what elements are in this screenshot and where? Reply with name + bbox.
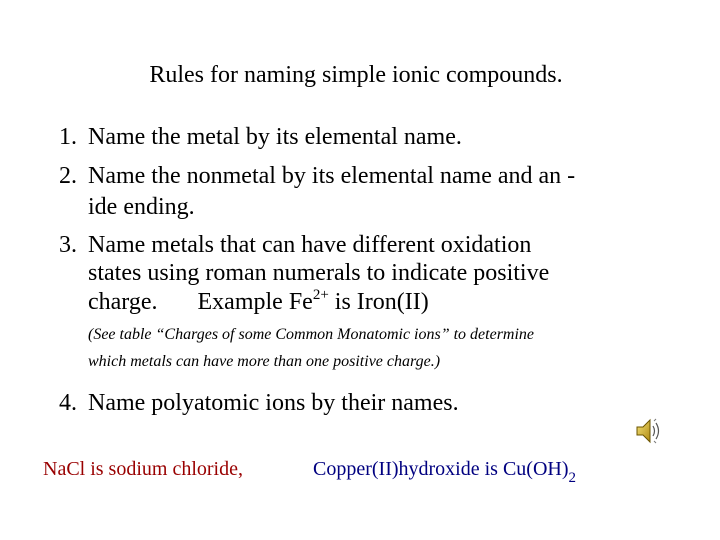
example-prefix: Example Fe: [197, 289, 313, 315]
page-title: Rules for naming simple ionic compounds.: [149, 62, 563, 88]
example-copper-hydroxide: [313, 456, 576, 486]
rule-3: [59, 232, 531, 258]
rule-3-number: 3.: [59, 232, 77, 258]
rule-2: [59, 163, 575, 189]
charge-word: charge.: [88, 289, 158, 315]
rule-3-text: Name metals that can have different oxidation: [88, 232, 532, 258]
note-line-2: which metals can have more than one positive charge.): [88, 353, 441, 370]
rule-4-number: 4.: [59, 390, 77, 416]
example-nacl: NaCl is sodium chloride,: [43, 458, 243, 480]
speaker-icon[interactable]: [634, 416, 664, 446]
rule-3-continuation: states using roman numerals to indicate positive: [88, 260, 550, 286]
rule-2-number: 2.: [59, 163, 77, 189]
rule-2-text: Name the nonmetal by its elemental name and an -: [88, 163, 576, 189]
rule-1-text: Name the metal by its elemental name.: [88, 124, 462, 150]
rule-4-text: Name polyatomic ions by their names.: [88, 390, 459, 416]
copper-hydroxide-subscript: 2: [568, 470, 576, 486]
charge-superscript: 2+: [312, 287, 329, 303]
rule-1-number: 1.: [59, 124, 77, 150]
note-line-1: (See table “Charges of some Common Monatomic ions” to determine: [88, 326, 535, 343]
rule-4: [59, 390, 459, 416]
rule-2-continuation: ide ending.: [88, 194, 195, 220]
copper-hydroxide-prefix: Copper(II)hydroxide is Cu(OH): [313, 458, 569, 480]
rule-1: [59, 124, 462, 150]
rule-3-charge-line: [88, 289, 429, 315]
example-suffix: is Iron(II): [328, 289, 429, 315]
